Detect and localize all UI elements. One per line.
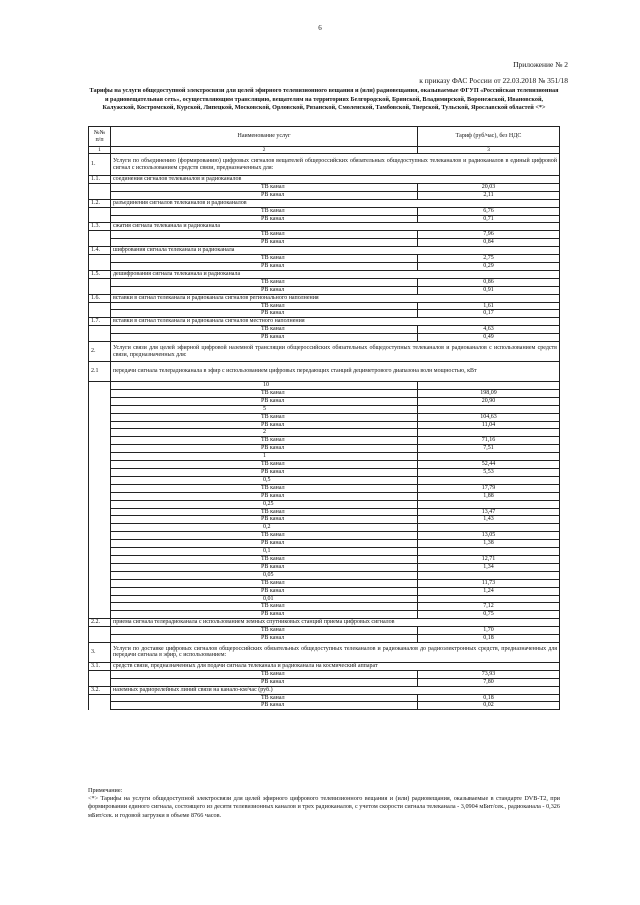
item-number: 3.1. [89,662,111,670]
section-text: Услуги по объединению (формированию) цифровых сигналов вещателей общероссийских обязательных общедоступных телеканалов и радиоканалов в единый цифровой сигнал с использованием средств связи, предназначенных для: [111,154,560,176]
item-text: сжатия сигнала телеканала и радиоканала [111,223,560,231]
tariff-value: 71,16 [418,437,560,445]
rv-label: РВ канал [111,191,418,199]
tariff-value: 20,03 [418,183,560,191]
rv-label: РВ канал [111,262,418,270]
tariff-value: 1,38 [418,540,560,548]
rv-label: РВ канал [111,239,418,247]
item-text: средств связи, предназначенных для подачи сигнала телеканала и радиоканала на космический аппарат [111,662,560,670]
rv-label: РВ канал [111,334,418,342]
power-value: 0,01 [111,595,418,603]
tariff-value: 73,93 [418,670,560,678]
power-value: 2 [111,429,418,437]
tariff-value: 1,24 [418,587,560,595]
tariff-value: 17,79 [418,484,560,492]
section-number: 3. [89,642,111,662]
tv-label: ТВ канал [111,231,418,239]
tv-label: ТВ канал [111,302,418,310]
tariff-value: 0,71 [418,215,560,223]
tariff-value: 1,34 [418,563,560,571]
item-text: передачи сигнала телерадиоканала в эфир с использованием цифровых передающих станций дециметрового диапазона волн мощностью, кВт [111,362,560,382]
rv-label: РВ канал [111,397,418,405]
tv-label: ТВ канал [111,461,418,469]
rv-label: РВ канал [111,492,418,500]
power-value: 5 [111,405,418,413]
tv-label: ТВ канал [111,555,418,563]
rv-label: РВ канал [111,215,418,223]
tariff-value: 7,12 [418,603,560,611]
tariff-table [88,126,560,710]
tariff-value: 1,61 [418,302,560,310]
tv-label: ТВ канал [111,326,418,334]
section-number: 2. [89,342,111,362]
tariff-value: 0,29 [418,262,560,270]
rv-label: РВ канал [111,516,418,524]
tariff-value: 0,49 [418,334,560,342]
item-number: 3.2. [89,686,111,694]
col-number: 1 [89,147,111,154]
header-name: Наименование услуг [111,127,418,147]
tv-label: ТВ канал [111,207,418,215]
rv-label: РВ канал [111,540,418,548]
tariff-value: 2,75 [418,255,560,263]
tv-label: ТВ канал [111,694,418,702]
item-text: приема сигнала телерадиоканала с использованием земных спутниковых станций приема цифровых сигналов [111,619,560,627]
tariff-value: 52,44 [418,461,560,469]
tv-label: ТВ канал [111,579,418,587]
tv-label: ТВ канал [111,508,418,516]
rv-label: РВ канал [111,286,418,294]
annex-order: к приказу ФАС России от 22.03.2018 № 351/18 [419,76,568,85]
tariff-value: 13,05 [418,532,560,540]
item-number: 1.1. [89,176,111,184]
tariff-value: 0,18 [418,635,560,643]
tv-label: ТВ канал [111,413,418,421]
tariff-value: 198,09 [418,389,560,397]
tariff-value: 4,63 [418,326,560,334]
power-value: 0,1 [111,548,418,556]
col-number: 2 [111,147,418,154]
item-text: вставки в сигнал телеканала и радиоканала сигналов регионального наполнения [111,294,560,302]
power-value: 0,25 [111,500,418,508]
item-text: шифрования сигнала телеканала и радиоканала [111,247,560,255]
tariff-value: 0,02 [418,702,560,710]
item-text: наземных радиорелейных линий связи на канало-км/час (руб.) [111,686,560,694]
tariff-value: 12,71 [418,555,560,563]
tariff-value: 5,53 [418,469,560,477]
tariff-value: 104,63 [418,413,560,421]
item-number: 2.1 [89,362,111,382]
rv-label: РВ канал [111,611,418,619]
tariff-value: 11,73 [418,579,560,587]
tariff-value: 7,96 [418,231,560,239]
tariff-value: 0,86 [418,278,560,286]
item-text: вставки в сигнал телеканала и радиоканала сигналов местного наполнения [111,318,560,326]
document-title: Тарифы на услуги общедоступной электросвязи для целей эфирного телевизионного вещания и (или) радиовещания, оказываемые ФГУП «Российская телевизионная и радиовещательная сеть», осуществляющим трансляцию, вещателям на территориях Белгородской, Брянской, Владимирской, Воронежской, Ивановской, Калужской, Костромской, Курской, Липецкой, Московской, Орловской, Рязанской, Смоленской, Тамбовской, Тверской, Тульской, Ярославской областей <*> [89,87,559,112]
tariff-value: 11,04 [418,421,560,429]
tv-label: ТВ канал [111,532,418,540]
power-value: 1 [111,453,418,461]
col-number: 3 [418,147,560,154]
tariff-value: 0,18 [418,694,560,702]
tariff-value: 0,84 [418,239,560,247]
tv-label: ТВ канал [111,183,418,191]
item-number: 2.2. [89,619,111,627]
tariff-value: 13,47 [418,508,560,516]
item-number: 1.7. [89,318,111,326]
item-text: соединения сигналов телеканалов и радиоканалов [111,176,560,184]
rv-label: РВ канал [111,563,418,571]
tariff-value: 1,70 [418,627,560,635]
tariff-value: 7,51 [418,445,560,453]
power-value: 0,2 [111,524,418,532]
tv-label: ТВ канал [111,255,418,263]
power-value: 0,05 [111,571,418,579]
item-text: разъединения сигналов телеканалов и радиоканалов [111,199,560,207]
section-text: Услуги связи для целей эфирной цифровой наземной трансляции общероссийских обязательных общедоступных телеканалов и радиоканалов с использованием средств связи, предназначенных для: [111,342,560,362]
header-num: №№ п/п [89,127,111,147]
rv-label: РВ канал [111,635,418,643]
tariff-value: 6,76 [418,207,560,215]
tariff-value: 7,80 [418,678,560,686]
header-tariff: Тариф (руб/час), без НДС [418,127,560,147]
rv-label: РВ канал [111,421,418,429]
rv-label: РВ канал [111,445,418,453]
notes [88,787,560,820]
tariff-value: 2,11 [418,191,560,199]
tariff-value: 0,91 [418,286,560,294]
item-number: 1.5. [89,270,111,278]
tariff-value: 0,75 [418,611,560,619]
rv-label: РВ канал [111,678,418,686]
rv-label: РВ канал [111,310,418,318]
tv-label: ТВ канал [111,627,418,635]
tv-label: ТВ канал [111,437,418,445]
tv-label: ТВ канал [111,670,418,678]
item-number: 1.2. [89,199,111,207]
power-value: 10 [111,382,418,390]
tariff-value: 20,90 [418,397,560,405]
tv-label: ТВ канал [111,389,418,397]
page-number: 6 [318,24,322,32]
tv-label: ТВ канал [111,484,418,492]
annex-title: Приложение № 2 [513,60,568,69]
item-text: дешифрования сигнала телеканала и радиоканала [111,270,560,278]
item-number: 1.4. [89,247,111,255]
item-number: 1.6. [89,294,111,302]
tariff-value: 1,88 [418,492,560,500]
notes-text: <*> Тарифы на услуги общедоступной электросвязи для целей эфирного цифрового телевизионного вещания и (или) радиовещания, оказываемые в стандарте DVB-T2, при формировании единого сигнала, состоящего из десяти телевизионных каналов и трех радиоканалов, с учетом скорости сигнала телеканала - 3,0904 мБит/сек., радиоканала - 0,326 мБит/сек. и годовой загрузки в объеме 8766 часов. [88,795,560,819]
tariff-value: 0,17 [418,310,560,318]
item-number: 1.3. [89,223,111,231]
notes-heading: Примечание: [88,787,123,794]
tariff-value: 1,43 [418,516,560,524]
power-value: 0,5 [111,476,418,484]
tv-label: ТВ канал [111,278,418,286]
section-number: 1. [89,154,111,176]
rv-label: РВ канал [111,587,418,595]
tv-label: ТВ канал [111,603,418,611]
rv-label: РВ канал [111,702,418,710]
section-text: Услуги по доставке цифровых сигналов общероссийских обязательных общедоступных телеканалов и радиоканалов до радиоэлектронных средств, предназначенных для передачи сигнала в эфир, с использованием: [111,642,560,662]
rv-label: РВ канал [111,469,418,477]
